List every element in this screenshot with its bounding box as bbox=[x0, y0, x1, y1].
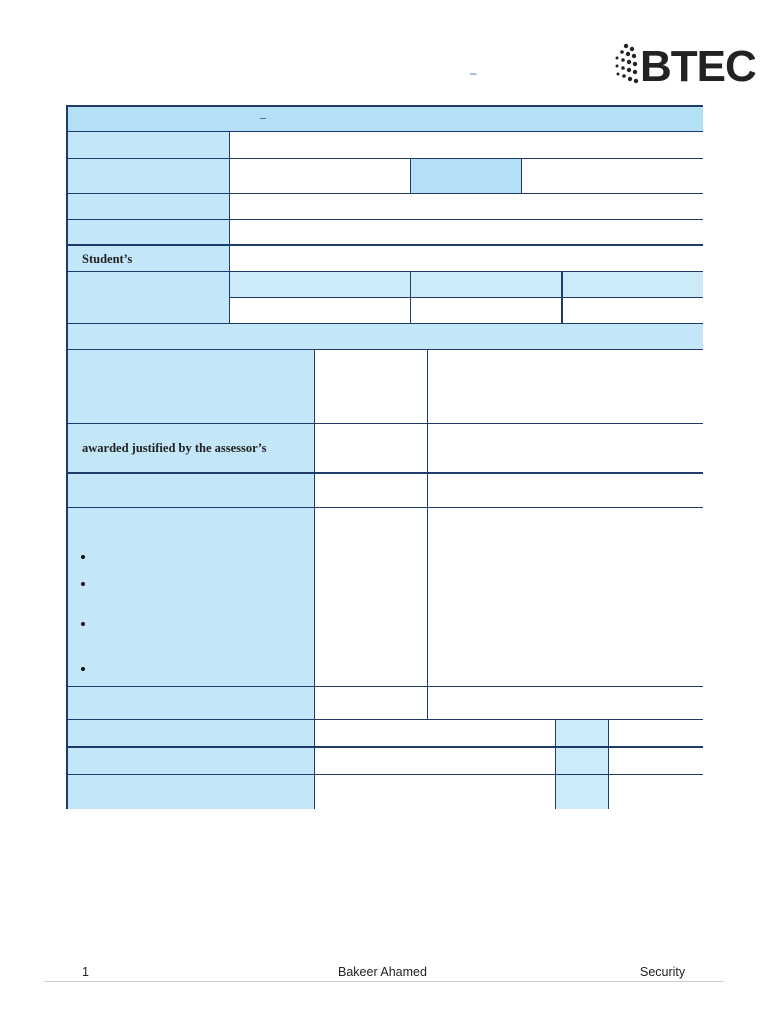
value-cell[interactable] bbox=[315, 424, 428, 474]
subheader-cell bbox=[411, 272, 563, 298]
value-cell[interactable] bbox=[428, 350, 703, 424]
value-cell[interactable] bbox=[428, 424, 703, 474]
label-cell bbox=[68, 687, 315, 720]
bullet-list-cell bbox=[68, 508, 315, 687]
students-value-cell[interactable] bbox=[230, 246, 703, 272]
signature-value-cell[interactable] bbox=[315, 720, 556, 748]
label-cell bbox=[68, 159, 230, 194]
value-cell[interactable] bbox=[411, 298, 563, 324]
value-cell[interactable] bbox=[428, 474, 703, 508]
bullet-icon bbox=[81, 555, 85, 559]
label-cell bbox=[411, 159, 522, 194]
students-label-cell bbox=[68, 246, 230, 272]
signature-value-cell[interactable] bbox=[315, 775, 556, 809]
value-cell[interactable] bbox=[315, 508, 428, 687]
value-cell[interactable] bbox=[428, 687, 703, 720]
date-value-cell[interactable] bbox=[609, 748, 703, 775]
section-bar bbox=[68, 324, 703, 350]
label-cell bbox=[68, 132, 230, 159]
value-cell[interactable] bbox=[230, 194, 703, 220]
date-label-cell bbox=[556, 748, 609, 775]
value-cell[interactable] bbox=[230, 220, 703, 246]
signature-label-cell bbox=[68, 775, 315, 809]
value-cell[interactable] bbox=[522, 159, 703, 194]
date-value-cell[interactable] bbox=[609, 720, 703, 748]
subheader-cell bbox=[563, 272, 703, 298]
grade-justification-label: awarded justified by the assessor’s bbox=[82, 441, 267, 455]
logo-dots-icon bbox=[612, 42, 642, 90]
value-cell[interactable] bbox=[315, 687, 428, 720]
criteria-label-cell bbox=[68, 350, 315, 424]
value-cell[interactable] bbox=[230, 159, 411, 194]
value-cell[interactable] bbox=[563, 298, 703, 324]
signature-value-cell[interactable] bbox=[315, 748, 556, 775]
assessment-form bbox=[66, 105, 703, 809]
bullet-icon bbox=[81, 667, 85, 671]
label-cell bbox=[68, 474, 315, 508]
footer-author: Bakeer Ahamed bbox=[338, 965, 427, 979]
value-cell[interactable] bbox=[428, 508, 703, 687]
label-cell bbox=[68, 220, 230, 246]
bullet-icon bbox=[81, 622, 85, 626]
subheader-cell bbox=[230, 272, 411, 298]
footer-divider bbox=[44, 981, 724, 982]
bullet-icon bbox=[81, 582, 85, 586]
date-label-cell bbox=[556, 775, 609, 809]
value-cell[interactable] bbox=[230, 132, 703, 159]
label-cell bbox=[68, 272, 230, 324]
value-cell[interactable] bbox=[315, 350, 428, 424]
header-dash: – bbox=[470, 66, 477, 80]
value-cell[interactable] bbox=[230, 298, 411, 324]
form-title-dash: – bbox=[260, 110, 266, 124]
label-cell bbox=[68, 194, 230, 220]
btec-logo bbox=[612, 42, 762, 92]
logo-text: BTEC bbox=[640, 42, 756, 91]
footer-module: Security bbox=[640, 965, 686, 979]
form-title-bar bbox=[68, 107, 703, 132]
students-label: Student’s bbox=[82, 252, 133, 266]
footer-page-number: 1 bbox=[82, 965, 89, 979]
signature-label-cell bbox=[68, 720, 315, 748]
date-label-cell bbox=[556, 720, 609, 748]
grade-label-cell bbox=[68, 424, 315, 474]
value-cell[interactable] bbox=[315, 474, 428, 508]
date-value-cell[interactable] bbox=[609, 775, 703, 809]
signature-label-cell bbox=[68, 748, 315, 775]
